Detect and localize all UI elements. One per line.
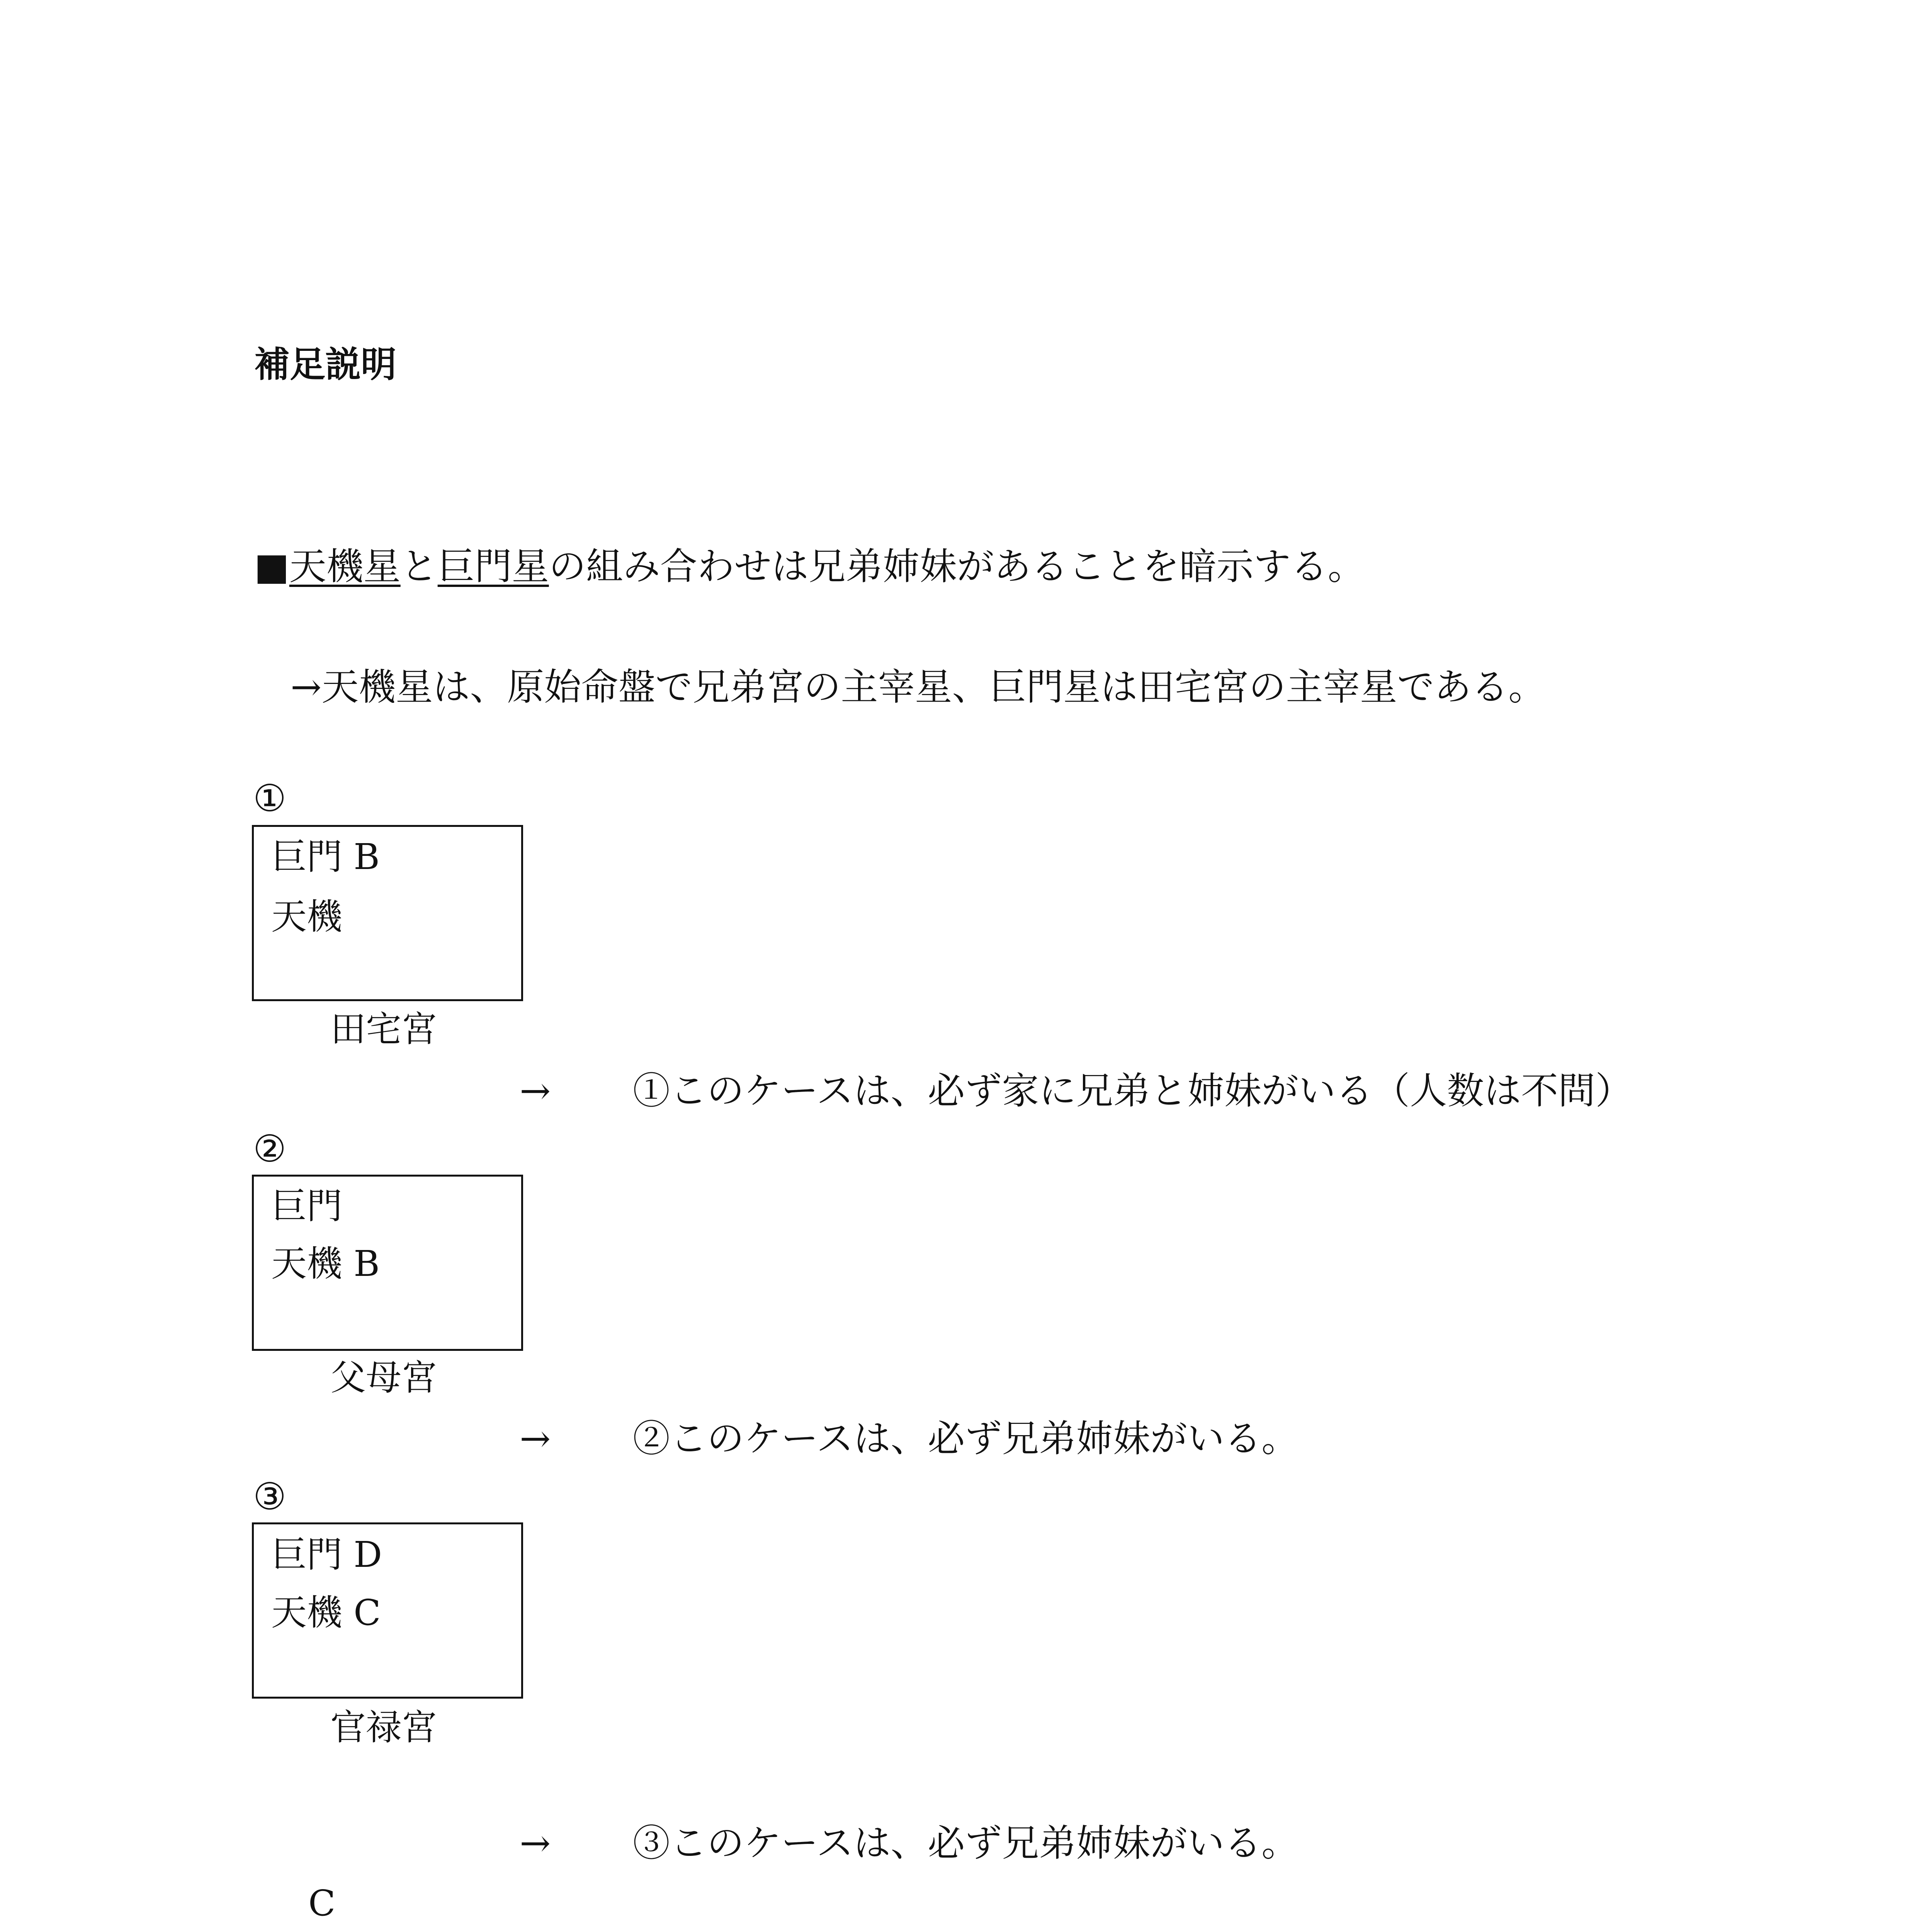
case-1-marker: ① <box>253 777 287 820</box>
case-3-explanation: ③このケースは、必ず兄弟姉妹がいる。 <box>633 1821 1299 1865</box>
case-2-star-line-2: 天機 B <box>271 1243 380 1284</box>
case-2-arrow: → <box>520 1417 551 1460</box>
star-tianji: 天機星 <box>289 545 401 588</box>
case-1-arrow: → <box>520 1069 551 1112</box>
case-3-star-line-2: 天機 C <box>271 1592 381 1633</box>
page-title: 補足説明 <box>254 344 397 385</box>
case-2-palace-name: 父母宮 <box>330 1357 437 1398</box>
case-1-palace-name: 田宅宮 <box>330 1009 437 1050</box>
case-3-palace-name: 官禄宮 <box>330 1707 437 1748</box>
note-line: →天機星は、原始命盤で兄弟宮の主宰星、巨門星は田宅宮の主宰星である。 <box>291 665 1546 709</box>
case-1-explanation: ①このケースは、必ず家に兄弟と姉妹がいる（人数は不問） <box>633 1069 1633 1112</box>
case-3-star-line-1: 巨門 D <box>271 1534 382 1575</box>
star-jumen: 巨門星 <box>437 545 549 588</box>
case-1-star-line-1: 巨門 B <box>271 836 380 878</box>
intro-conj: と <box>400 545 438 588</box>
case-3-arrow: → <box>520 1821 551 1865</box>
case-2-marker: ② <box>253 1127 287 1170</box>
intro-rest: の組み合わせは兄弟姉妹があることを暗示する。 <box>549 545 1365 588</box>
case-2-explanation: ②このケースは、必ず兄弟姉妹がいる。 <box>633 1417 1299 1460</box>
case-2-star-line-1: 巨門 <box>271 1185 343 1227</box>
case-3-marker: ③ <box>253 1475 287 1518</box>
case-4-transform-label: C <box>308 1883 336 1924</box>
intro-line <box>254 545 1365 588</box>
bullet-square: ■ <box>254 545 289 588</box>
case-1-star-line-2: 天機 <box>271 896 343 937</box>
